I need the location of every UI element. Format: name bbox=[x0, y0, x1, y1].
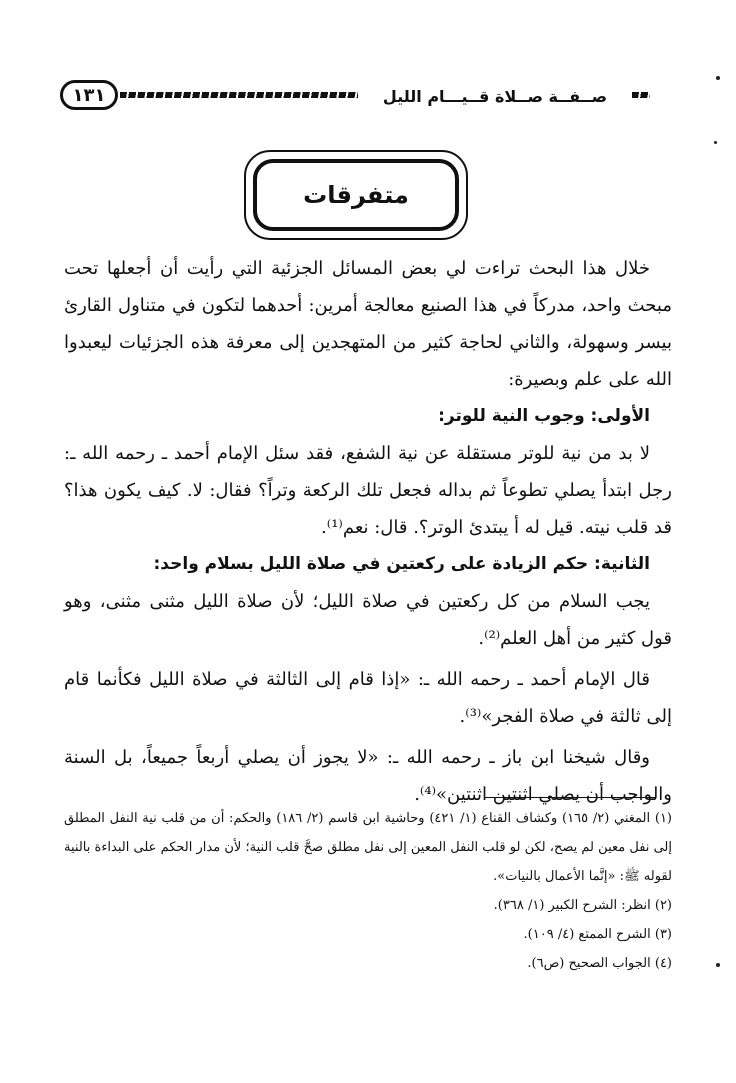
footnotes bbox=[64, 804, 672, 978]
section-title-frame bbox=[244, 150, 468, 240]
footnote-4: (٤) الجواب الصحيح (ص٦). bbox=[527, 956, 672, 971]
second-issue-paragraph: يجب السلام من كل ركعتين في صلاة الليل؛ لأن صلاة الليل مثنى مثنى، وهو قول كثير من أهل العلم⁽²⁾. bbox=[64, 591, 672, 649]
scan-speck bbox=[714, 141, 717, 144]
header-rule-right bbox=[632, 92, 650, 98]
footnote-3: (٣) الشرح الممتع (٤/ ١٠٩). bbox=[523, 927, 672, 942]
page-number: ١٣١ bbox=[60, 80, 118, 110]
first-issue-paragraph: لا بد من نية للوتر مستقلة عن نية الشفع، فقد سئل الإمام أحمد ـ رحمه الله ـ: رجل ابتدأ يصلي تطوعاً ثم بداله فجعل تلك الركعة وتراً؟ فقال: لا. كيف يكون هذا؟ قد قلب نيته. قيل له أ يبتدئ الوتر؟. قال: نعم⁽¹⁾. bbox=[64, 443, 672, 538]
running-title: صــفــة صــلاة قــيـــام الليل bbox=[382, 86, 608, 106]
second-issue-heading: الثانية: حكم الزيادة على ركعتين في صلاة الليل بسلام واحد: bbox=[153, 554, 650, 574]
page-header bbox=[60, 80, 652, 112]
header-rule-left bbox=[120, 92, 358, 98]
footnote-separator bbox=[484, 797, 656, 798]
first-issue-heading: الأولى: وجوب النية للوتر: bbox=[438, 406, 650, 426]
scan-speck bbox=[716, 76, 720, 80]
scan-speck bbox=[716, 963, 720, 967]
body-text bbox=[64, 250, 672, 813]
binbaz-quote-paragraph: وقال شيخنا ابن باز ـ رحمه الله ـ: «لا يجوز أن يصلي أربعاً جميعاً، بل السنة والواجب أن يصلي اثنتين اثنتين»⁽⁴⁾. bbox=[64, 747, 672, 805]
footnote-1: (١) المغني (٢/ ١٦٥) وكشاف القناع (١/ ٤٢١) وحاشية ابن قاسم (٢/ ١٨٦) والحكم: أن من قلب نية النفل المطلق إلى نفل معين لم يصح، لكن لو قلب النفل المعين إلى نفل مطلق صحَّ قلب النية؛ لأن مدار الحكم على البداءة بالنية لقوله ﷺ: «إنَّما الأعمال بالنيات». bbox=[64, 811, 672, 884]
ahmad-quote-paragraph: قال الإمام أحمد ـ رحمه الله ـ: «إذا قام إلى الثالثة في صلاة الليل فكأنما قام إلى ثالثة في صلاة الفجر»⁽³⁾. bbox=[64, 669, 672, 727]
section-title-inner-frame bbox=[253, 159, 459, 231]
section-title: متفرقات bbox=[303, 181, 409, 209]
intro-paragraph: خلال هذا البحث تراءت لي بعض المسائل الجزئية التي رأيت أن أجعلها تحت مبحث واحد، مدركاً في هذا الصنيع معالجة أمرين: أحدهما لتكون في متناول القارئ بيسر وسهولة، والثاني لحاجة كثير من المتهجدين إلى معرفة هذه الجزئيات ليعبدوا الله على علم وبصيرة: bbox=[64, 258, 672, 390]
footnote-2: (٢) انظر: الشرح الكبير (١/ ٣٦٨). bbox=[493, 898, 672, 913]
